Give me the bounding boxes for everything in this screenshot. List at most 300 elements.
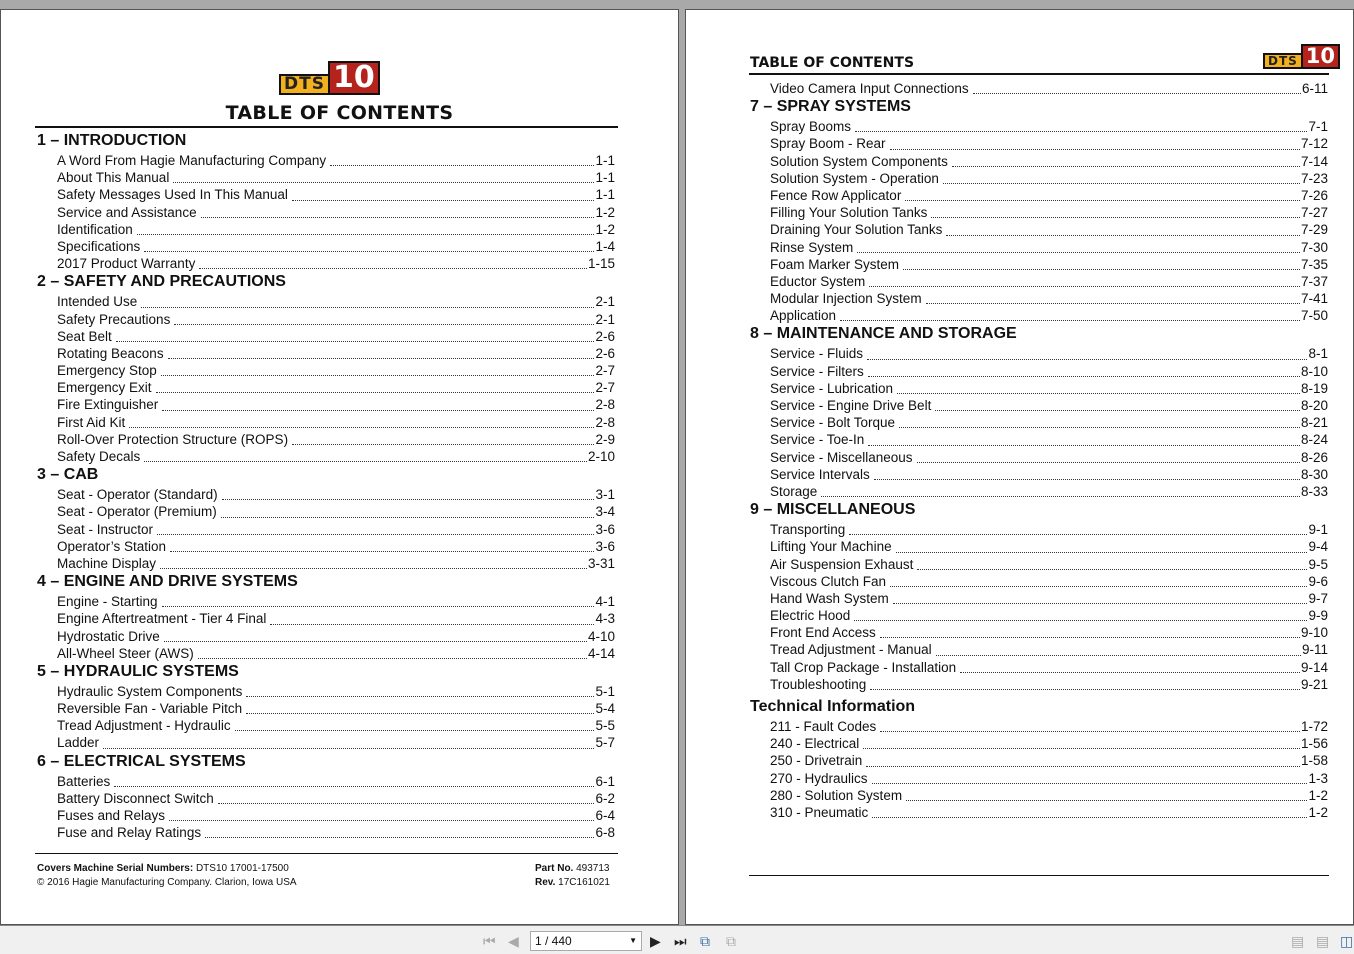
- entry-page: 2-8: [595, 414, 615, 430]
- toc-entry[interactable]: [770, 118, 1328, 135]
- toc-entry[interactable]: [770, 170, 1328, 187]
- entry-title: Seat - Instructor: [57, 521, 154, 537]
- toc-entry[interactable]: [770, 135, 1328, 152]
- entry-page: 9-10: [1300, 625, 1328, 641]
- entry-title: 211 - Fault Codes: [770, 719, 877, 734]
- toc-left: [37, 131, 615, 841]
- entry-page: 9-7: [1308, 590, 1328, 606]
- entry-title: 250 - Drivetrain: [770, 753, 863, 769]
- entry-title: First Aid Kit: [57, 414, 126, 430]
- section-heading: 4 – ENGINE AND DRIVE SYSTEMS: [37, 573, 298, 591]
- entry-title: Service Intervals: [770, 466, 870, 482]
- entry-title: Identification: [57, 221, 133, 237]
- entry-title: Foam Marker System: [770, 256, 900, 272]
- dot-leader: [869, 286, 1300, 287]
- entry-page: 7-29: [1300, 222, 1328, 238]
- page-display: 1 / 440: [535, 934, 572, 948]
- toc-entry[interactable]: [57, 807, 615, 824]
- footer-rule: [749, 875, 1329, 876]
- entry-title: Viscous Clutch Fan: [770, 573, 887, 589]
- entry-page: 2-7: [595, 380, 615, 396]
- dot-leader: [935, 410, 1300, 411]
- previous-page-icon[interactable]: ◀: [508, 933, 519, 949]
- dot-leader: [880, 731, 1300, 732]
- toc-entry[interactable]: [57, 396, 615, 413]
- entry-title: Troubleshooting: [770, 676, 867, 692]
- dot-leader: [129, 427, 594, 428]
- entry-title: Engine - Starting: [57, 594, 158, 610]
- dot-leader: [867, 359, 1307, 360]
- entry-page: 8-33: [1300, 483, 1328, 499]
- next-page-icon[interactable]: ▶: [650, 933, 661, 949]
- toc-entry[interactable]: [770, 659, 1328, 676]
- dot-leader: [946, 235, 1300, 236]
- entry-page: 1-2: [595, 204, 615, 220]
- dot-leader: [164, 641, 587, 642]
- dts10-logo: [279, 61, 380, 95]
- toc-entry[interactable]: [57, 431, 615, 448]
- toc-entry[interactable]: [770, 449, 1328, 466]
- dot-leader: [144, 461, 587, 462]
- dot-leader: [235, 730, 595, 731]
- header-rule: [749, 73, 1329, 75]
- entry-title: Fire Extinguisher: [57, 397, 159, 413]
- dot-leader: [246, 713, 594, 714]
- entry-page: 5-7: [595, 735, 615, 751]
- entry-page: 4-14: [587, 645, 615, 661]
- first-page-icon[interactable]: ⏮: [483, 933, 496, 949]
- dot-leader: [270, 624, 594, 625]
- dot-leader: [330, 165, 594, 166]
- last-page-icon[interactable]: ⏭: [674, 933, 687, 949]
- entry-page: 1-15: [587, 256, 615, 272]
- entry-page: 6-1: [595, 773, 615, 789]
- entry-page: 2-8: [595, 397, 615, 413]
- entry-page: 7-41: [1300, 291, 1328, 307]
- dot-leader: [897, 393, 1300, 394]
- toc-entry[interactable]: [770, 641, 1328, 658]
- toc-entry[interactable]: [57, 593, 615, 610]
- entry-page: 1-2: [1308, 804, 1328, 820]
- dot-leader: [162, 606, 595, 607]
- rotate-icon[interactable]: ⧉: [700, 933, 710, 949]
- toc-entry[interactable]: [57, 503, 615, 520]
- dot-leader: [890, 586, 1307, 587]
- entry-title: Hand Wash System: [770, 590, 889, 606]
- entry-page: 2-9: [595, 431, 615, 447]
- entry-title: Hydrostatic Drive: [57, 628, 160, 644]
- dot-leader: [855, 131, 1307, 132]
- toc-entry[interactable]: [57, 610, 615, 627]
- toc-entry[interactable]: [57, 645, 615, 662]
- entry-page: 6-2: [595, 790, 615, 806]
- toc-entry[interactable]: [57, 345, 615, 362]
- dot-leader: [866, 766, 1300, 767]
- dot-leader: [114, 786, 594, 787]
- entry-page: 8-30: [1300, 466, 1328, 482]
- dot-leader: [973, 93, 1301, 94]
- section-heading: 2 – SAFETY AND PRECAUTIONS: [37, 273, 286, 291]
- entry-title: Air Suspension Exhaust: [770, 556, 914, 572]
- entry-title: Electric Hood: [770, 608, 851, 624]
- entry-page: 6-4: [595, 808, 615, 823]
- entry-title: Service - Miscellaneous: [770, 449, 913, 465]
- dot-leader: [917, 462, 1300, 463]
- entry-title: Seat - Operator (Standard): [57, 487, 218, 503]
- entry-title: Seat - Operator (Premium): [57, 504, 217, 520]
- footer-rule: [35, 853, 618, 854]
- entry-page: 9-11: [1301, 642, 1328, 658]
- continuous-view-icon[interactable]: ▤: [1316, 933, 1330, 949]
- toc-entry[interactable]: [57, 448, 615, 465]
- toc-entry[interactable]: [770, 556, 1328, 573]
- dot-leader: [821, 496, 1300, 497]
- toc-entry[interactable]: [770, 397, 1328, 414]
- page-title: TABLE OF CONTENTS: [225, 102, 454, 124]
- toc-entry[interactable]: [770, 431, 1328, 448]
- entry-title: Service - Filters: [770, 363, 864, 379]
- page-header: TABLE OF CONTENTS: [750, 55, 915, 71]
- rev-value: 17C161021: [558, 877, 610, 888]
- dot-leader: [872, 783, 1308, 784]
- entry-page: 7-1: [1308, 119, 1328, 135]
- toc-entry[interactable]: [770, 256, 1328, 273]
- toc-entry[interactable]: [770, 538, 1328, 555]
- toc-entry[interactable]: [770, 787, 1328, 804]
- dot-leader: [868, 445, 1300, 446]
- dot-leader: [103, 748, 594, 749]
- entry-title: 310 - Pneumatic: [770, 804, 869, 820]
- dot-leader: [218, 803, 595, 804]
- entry-page: 6-8: [595, 825, 615, 841]
- page-number-input[interactable]: [530, 931, 642, 951]
- toc-entry[interactable]: [770, 804, 1328, 821]
- entry-page: 8-10: [1300, 363, 1328, 379]
- entry-title: Modular Injection System: [770, 291, 922, 307]
- dot-leader: [170, 551, 594, 552]
- entry-page: 1-1: [595, 187, 615, 203]
- dot-leader: [926, 303, 1300, 304]
- dot-leader: [870, 689, 1300, 690]
- toc-entry[interactable]: [770, 153, 1328, 170]
- single-page-view-icon[interactable]: ▤: [1291, 933, 1305, 949]
- entry-page: 7-12: [1300, 136, 1328, 152]
- entry-page: 7-30: [1300, 239, 1328, 255]
- entry-page: 8-21: [1300, 415, 1328, 431]
- dot-leader: [872, 817, 1307, 818]
- dot-leader: [157, 534, 594, 535]
- entry-title: Rinse System: [770, 239, 854, 255]
- toc-entry[interactable]: [770, 345, 1328, 362]
- entry-page: 2-6: [595, 328, 615, 344]
- toc-entry[interactable]: [770, 624, 1328, 641]
- entry-title: Fuse and Relay Ratings: [57, 825, 202, 841]
- dot-leader: [880, 637, 1300, 638]
- two-page-view-icon[interactable]: ◫: [1340, 933, 1354, 949]
- toc-entry[interactable]: [57, 538, 615, 555]
- section-heading: Technical Information: [750, 698, 916, 715]
- rev-label: Rev.: [535, 877, 556, 888]
- entry-title: Batteries: [57, 773, 111, 789]
- entry-page: 3-1: [595, 487, 615, 503]
- footer-left: [37, 862, 297, 890]
- entry-title: Spray Boom - Rear: [770, 136, 886, 152]
- entry-page: 1-58: [1300, 753, 1328, 769]
- entry-page: 1-4: [595, 238, 615, 254]
- entry-page: 8-24: [1300, 432, 1328, 448]
- entry-title: Engine Aftertreatment - Tier 4 Final: [57, 611, 267, 627]
- toc-entry[interactable]: [57, 186, 615, 203]
- entry-page: 5-5: [595, 718, 615, 734]
- entry-title: All-Wheel Steer (AWS): [57, 645, 194, 661]
- entry-page: 3-31: [587, 555, 615, 571]
- dot-leader: [903, 269, 1300, 270]
- entry-page: 3-6: [595, 538, 615, 554]
- toc-entry[interactable]: [57, 773, 615, 790]
- dot-leader: [162, 410, 594, 411]
- entry-page: 7-23: [1300, 170, 1328, 186]
- dot-leader: [174, 324, 594, 325]
- entry-title: Draining Your Solution Tanks: [770, 222, 943, 238]
- entry-page: 7-37: [1300, 273, 1328, 289]
- serial-label: Covers Machine Serial Numbers:: [37, 863, 194, 874]
- entry-title: 2017 Product Warranty: [57, 256, 196, 272]
- part-label: Part No.: [535, 863, 574, 874]
- dot-leader: [896, 552, 1308, 553]
- dot-leader: [943, 183, 1300, 184]
- toc-entry[interactable]: [57, 204, 615, 221]
- toc-entry[interactable]: [770, 273, 1328, 290]
- entry-page: 9-14: [1300, 659, 1328, 675]
- toc-entry[interactable]: [770, 380, 1328, 397]
- toc-entry[interactable]: [57, 414, 615, 431]
- fit-icon[interactable]: ⧉: [726, 933, 736, 949]
- entry-page: 8-19: [1300, 380, 1328, 396]
- entry-title: Tall Crop Package - Installation: [770, 659, 957, 675]
- toc-entry[interactable]: [770, 770, 1328, 787]
- entry-page: 8-26: [1300, 449, 1328, 465]
- dot-leader: [863, 748, 1300, 749]
- dot-leader: [161, 375, 595, 376]
- entry-title: Transporting: [770, 522, 846, 538]
- dot-leader: [936, 655, 1301, 656]
- logo-number: 10: [328, 61, 380, 95]
- toc-entry[interactable]: [770, 239, 1328, 256]
- dot-leader: [857, 252, 1300, 253]
- entry-title: Fence Row Applicator: [770, 187, 902, 203]
- toc-entry[interactable]: [57, 521, 615, 538]
- toc-entry[interactable]: [57, 683, 615, 700]
- toc-entry[interactable]: [57, 486, 615, 503]
- title-rule: [35, 126, 618, 128]
- entry-page: 1-1: [595, 153, 615, 168]
- dropdown-arrow-icon[interactable]: ▼: [629, 936, 637, 945]
- entry-title: Rotating Beacons: [57, 345, 164, 361]
- entry-title: Lifting Your Machine: [770, 539, 892, 555]
- entry-page: 7-35: [1300, 256, 1328, 272]
- entry-title: Service and Assistance: [57, 204, 197, 220]
- entry-title: Roll-Over Protection Structure (ROPS): [57, 431, 289, 447]
- toc-entry[interactable]: [770, 573, 1328, 590]
- dot-leader: [198, 658, 587, 659]
- entry-title: Fuses and Relays: [57, 808, 166, 823]
- entry-page: 8-1: [1308, 346, 1328, 362]
- entry-title: 280 - Solution System: [770, 787, 903, 803]
- logo-number: 10: [1301, 44, 1340, 69]
- toc-entry[interactable]: [57, 221, 615, 238]
- dot-leader: [292, 444, 594, 445]
- pdf-toolbar: [0, 925, 1354, 954]
- toc-entry[interactable]: [57, 700, 615, 717]
- entry-title: Ladder: [57, 735, 100, 751]
- toc-entry[interactable]: [770, 466, 1328, 483]
- toc-entry[interactable]: [57, 328, 615, 345]
- dot-leader: [116, 341, 595, 342]
- entry-title: Eductor System: [770, 273, 866, 289]
- entry-title: Storage: [770, 483, 818, 499]
- toc-entry[interactable]: [770, 363, 1328, 380]
- entry-title: Service - Lubrication: [770, 380, 894, 396]
- dot-leader: [169, 820, 594, 821]
- entry-page: 2-1: [595, 294, 615, 310]
- entry-page: 9-4: [1308, 539, 1328, 555]
- logo-dts: DTS: [1263, 53, 1303, 69]
- entry-page: 7-14: [1300, 153, 1328, 169]
- entry-page: 7-26: [1300, 187, 1328, 203]
- dot-leader: [917, 569, 1307, 570]
- dot-leader: [292, 200, 595, 201]
- part-value: 493713: [576, 863, 610, 874]
- entry-page: 2-7: [595, 363, 615, 379]
- copyright: © 2016 Hagie Manufacturing Company. Clarion, Iowa USA: [37, 877, 297, 888]
- dot-leader: [905, 200, 1300, 201]
- toc-entry[interactable]: [770, 290, 1328, 307]
- toc-entry[interactable]: [57, 255, 615, 272]
- section-heading: 7 – SPRAY SYSTEMS: [750, 98, 911, 116]
- entry-title: Safety Decals: [57, 449, 141, 464]
- toc-entry[interactable]: [57, 717, 615, 734]
- entry-title: Tread Adjustment - Manual: [770, 642, 932, 658]
- entry-title: Filling Your Solution Tanks: [770, 205, 928, 221]
- entry-title: Specifications: [57, 238, 141, 254]
- serial-value: DTS10 17001-17500: [195, 863, 289, 874]
- right-page: [685, 9, 1354, 925]
- entry-title: Safety Precautions: [57, 311, 171, 327]
- dot-leader: [199, 268, 587, 269]
- dot-leader: [222, 499, 595, 500]
- dts10-logo: [1263, 44, 1340, 69]
- toc-entry[interactable]: [770, 718, 1328, 735]
- entry-page: 1-2: [595, 221, 615, 237]
- entry-page: 9-21: [1300, 676, 1328, 692]
- toc-entry[interactable]: [57, 555, 615, 572]
- entry-title: Tread Adjustment - Hydraulic: [57, 718, 231, 734]
- dot-leader: [168, 358, 595, 359]
- toc-entry[interactable]: [770, 590, 1328, 607]
- dot-leader: [246, 696, 594, 697]
- entry-page: 5-1: [595, 683, 615, 699]
- entry-title: Front End Access: [770, 625, 876, 641]
- entry-title: Video Camera Input Connections: [770, 81, 969, 96]
- dot-leader: [906, 800, 1307, 801]
- toc-entry[interactable]: [57, 379, 615, 396]
- entry-title: 270 - Hydraulics: [770, 770, 868, 786]
- toc-entry[interactable]: [770, 607, 1328, 624]
- entry-title: Application: [770, 308, 837, 324]
- entry-title: Solution System - Operation: [770, 170, 939, 186]
- toc-entry[interactable]: [57, 169, 615, 186]
- toc-entry[interactable]: [770, 752, 1328, 769]
- dot-leader: [893, 603, 1308, 604]
- dot-leader: [201, 217, 595, 218]
- entry-page: 2-10: [587, 449, 615, 464]
- toc-entry[interactable]: [57, 362, 615, 379]
- entry-page: 1-1: [595, 170, 615, 186]
- entry-page: 3-6: [595, 521, 615, 537]
- toc-entry[interactable]: [770, 80, 1328, 97]
- entry-title: Intended Use: [57, 294, 138, 310]
- toc-entry[interactable]: [57, 734, 615, 751]
- dot-leader: [160, 568, 587, 569]
- toc-entry[interactable]: [770, 414, 1328, 431]
- toc-entry[interactable]: [770, 204, 1328, 221]
- toc-entry[interactable]: [57, 152, 615, 169]
- toc-entry[interactable]: [770, 221, 1328, 238]
- entry-page: 1-72: [1300, 719, 1328, 734]
- entry-title: Battery Disconnect Switch: [57, 790, 214, 806]
- entry-page: 5-4: [595, 701, 615, 717]
- entry-page: 4-3: [595, 611, 615, 627]
- entry-title: A Word From Hagie Manufacturing Company: [57, 153, 327, 168]
- entry-title: Emergency Exit: [57, 380, 152, 396]
- entry-title: Emergency Stop: [57, 363, 157, 379]
- entry-page: 4-1: [595, 594, 615, 610]
- toc-entry[interactable]: [770, 676, 1328, 693]
- entry-page: 7-50: [1300, 308, 1328, 324]
- entry-page: 1-56: [1300, 736, 1328, 752]
- dot-leader: [874, 479, 1300, 480]
- entry-title: Spray Booms: [770, 119, 852, 135]
- entry-page: 4-10: [587, 628, 615, 644]
- entry-page: 8-20: [1300, 398, 1328, 413]
- toc-entry[interactable]: [770, 521, 1328, 538]
- entry-title: About This Manual: [57, 170, 170, 186]
- entry-page: 9-6: [1308, 573, 1328, 589]
- entry-page: 3-4: [595, 504, 615, 520]
- entry-page: 2-6: [595, 345, 615, 361]
- toc-entry[interactable]: [57, 293, 615, 310]
- dot-leader: [960, 672, 1300, 673]
- entry-title: Solution System Components: [770, 153, 948, 169]
- dot-leader: [868, 376, 1300, 377]
- dot-leader: [137, 234, 595, 235]
- toc-entry[interactable]: [57, 824, 615, 841]
- toc-entry[interactable]: [57, 790, 615, 807]
- toc-entry[interactable]: [57, 238, 615, 255]
- dot-leader: [173, 182, 594, 183]
- entry-title: Safety Messages Used In This Manual: [57, 187, 288, 203]
- entry-title: Service - Toe-In: [770, 432, 865, 448]
- toc-entry[interactable]: [770, 307, 1328, 324]
- toc-entry[interactable]: [57, 311, 615, 328]
- entry-title: Service - Bolt Torque: [770, 415, 896, 431]
- toc-entry[interactable]: [770, 187, 1328, 204]
- toc-entry[interactable]: [57, 628, 615, 645]
- toc-entry[interactable]: [770, 483, 1328, 500]
- entry-title: Seat Belt: [57, 328, 112, 344]
- dot-leader: [205, 837, 594, 838]
- toc-entry[interactable]: [770, 735, 1328, 752]
